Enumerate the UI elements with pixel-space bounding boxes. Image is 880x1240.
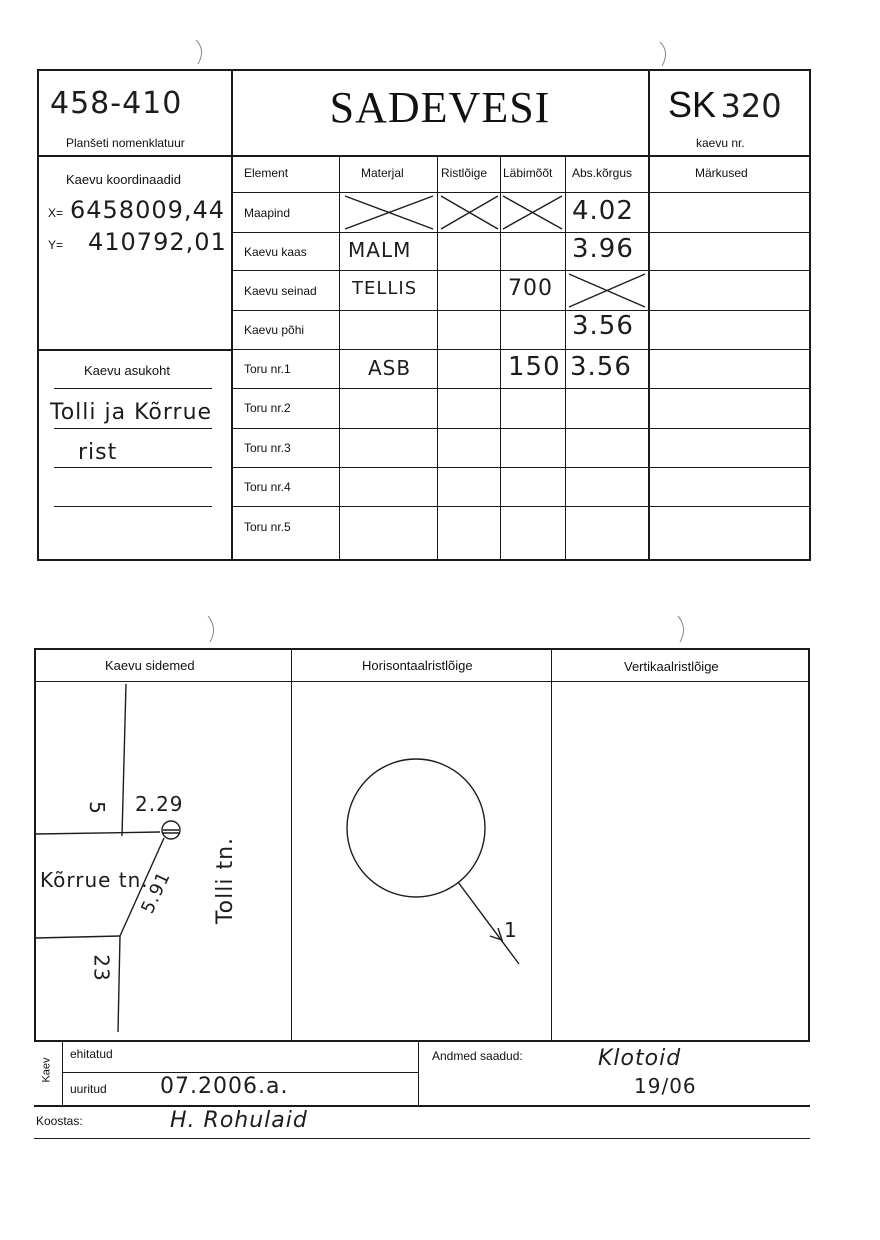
- bottom-form: [0, 600, 880, 1160]
- col-label-sidemed: Kaevu sidemed: [105, 658, 195, 673]
- col-header-abs: Abs.kõrgus: [572, 166, 633, 180]
- dist-diag: 5.91: [137, 868, 175, 917]
- x-prefix: X=: [48, 206, 64, 220]
- location-line1: Tolli ja Kõrrue: [50, 400, 213, 425]
- well-number-label: kaevu nr.: [696, 136, 745, 150]
- street-right: Tolli tn.: [213, 836, 239, 925]
- kaev-side-label: Kaev: [40, 1057, 53, 1083]
- data-received-date: 19/06: [634, 1074, 697, 1098]
- location-line2: rist: [78, 440, 118, 465]
- y-prefix: Y=: [48, 238, 64, 252]
- cell-abs-kaas: 3.96: [572, 234, 634, 264]
- data-received-label: Andmed saadud:: [432, 1049, 523, 1063]
- cell-materjal-toru1: ASB: [368, 356, 412, 380]
- dist-left-bottom: 23: [89, 954, 114, 982]
- coordinates-label: Kaevu koordinaadid: [66, 172, 181, 187]
- pipe-label: 1: [504, 918, 518, 942]
- y-coordinate: 410792,01: [88, 228, 227, 256]
- cell-materjal-kaas: MALM: [348, 238, 412, 262]
- row-label: Maapind: [244, 206, 291, 220]
- row-label: Kaevu põhi: [244, 323, 305, 337]
- cell-labimoot-seinad: 700: [508, 276, 553, 301]
- cell-labimoot-toru1: 150: [508, 352, 561, 382]
- row-label: Toru nr.5: [244, 520, 291, 534]
- data-received-source: Klotoid: [598, 1046, 682, 1071]
- col-label-horisontaal: Horisontaalristlõige: [362, 658, 473, 673]
- page-title: SADEVESI: [329, 83, 551, 132]
- col-label-vertikaal: Vertikaalristlõige: [624, 659, 719, 674]
- col-header-materjal: Materjal: [361, 166, 404, 180]
- col-header-labimoot: Läbimõõt: [503, 166, 553, 180]
- nomenclature-value: 458-410: [50, 86, 183, 121]
- row-label: Toru nr.4: [244, 480, 291, 494]
- well-number-value: 320: [720, 87, 782, 125]
- col-header-ristloige: Ristlõige: [441, 166, 488, 180]
- crossed-cells: [0, 0, 880, 600]
- cell-abs-pohi: 3.56: [572, 311, 634, 341]
- row-label: Toru nr.2: [244, 401, 291, 415]
- well-prefix: SK: [668, 84, 717, 125]
- row-label: Toru nr.3: [244, 441, 291, 455]
- built-label: ehitatud: [70, 1047, 113, 1061]
- row-label: Kaevu kaas: [244, 245, 307, 259]
- cell-materjal-seinad: TELLIS: [352, 278, 418, 299]
- cell-abs-maapind: 4.02: [572, 196, 634, 226]
- top-form: [0, 0, 880, 600]
- compiled-label: Koostas:: [36, 1114, 83, 1128]
- row-label: Kaevu seinad: [244, 284, 317, 298]
- row-label: Toru nr.1: [244, 362, 291, 376]
- col-header-element: Element: [244, 166, 289, 180]
- nomenclature-label: Planšeti nomenklatuur: [66, 136, 185, 150]
- location-label: Kaevu asukoht: [84, 363, 171, 378]
- col-header-markused: Märkused: [695, 166, 748, 180]
- street-left: Kõrrue tn.: [40, 868, 149, 892]
- surveyed-value: 07.2006.a.: [160, 1074, 289, 1099]
- dist-left-top: 5: [84, 801, 109, 815]
- cell-abs-toru1: 3.56: [570, 352, 632, 382]
- dist-top: 2.29: [135, 792, 184, 816]
- compiled-value: H. Rohulaid: [170, 1108, 308, 1133]
- surveyed-label: uuritud: [70, 1082, 107, 1096]
- x-coordinate: 6458009,44: [70, 196, 226, 224]
